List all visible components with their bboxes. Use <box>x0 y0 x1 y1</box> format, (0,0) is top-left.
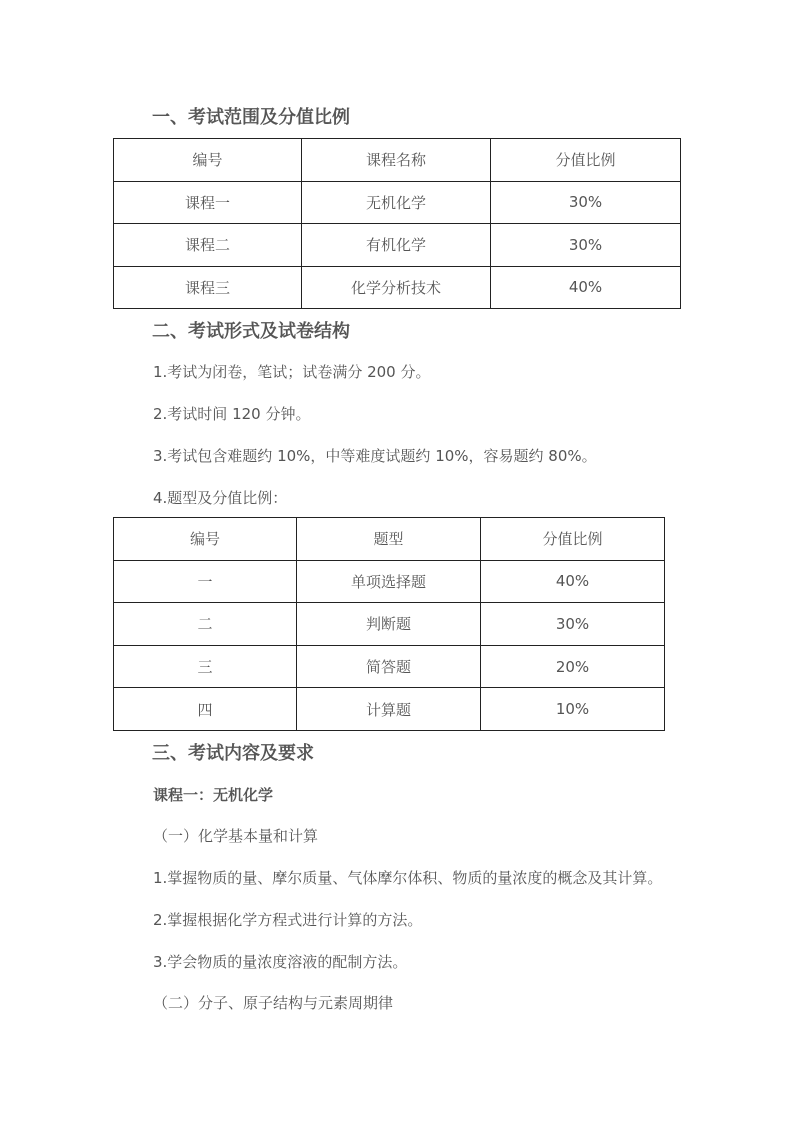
part-heading-2: （二）分子、原子结构与元素周期律 <box>153 994 394 1012</box>
table-cell: 简答题 <box>297 645 481 688</box>
table-row <box>114 560 665 603</box>
table-cell: 无机化学 <box>302 181 491 224</box>
table-row <box>114 181 681 224</box>
exam-form-line-4: 4.题型及分值比例： <box>153 489 288 507</box>
table-cell: 课程三 <box>114 266 302 309</box>
header-cell: 分值比例 <box>491 139 681 182</box>
exam-form-line-2: 2.考试时间 120 分钟。 <box>153 405 311 423</box>
table-cell: 课程一 <box>114 181 302 224</box>
header-cell: 分值比例 <box>481 518 665 561</box>
content-line-2: 2.掌握根据化学方程式进行计算的方法。 <box>153 911 423 929</box>
table-cell: 计算题 <box>297 688 481 731</box>
header-cell: 题型 <box>297 518 481 561</box>
section-title-2: 二、考试形式及试卷结构 <box>152 321 350 342</box>
table-cell: 三 <box>114 645 297 688</box>
table-cell: 化学分析技术 <box>302 266 491 309</box>
table-cell: 40% <box>481 560 665 603</box>
exam-form-line-1: 1.考试为闭卷，笔试；试卷满分 200 分。 <box>153 363 431 381</box>
table-header-row <box>114 518 665 561</box>
exam-form-line-3: 3.考试包含难题约 10%，中等难度试题约 10%，容易题约 80%。 <box>153 447 597 465</box>
header-cell: 编号 <box>114 139 302 182</box>
table-row <box>114 266 681 309</box>
table-cell: 二 <box>114 603 297 646</box>
table-cell: 40% <box>491 266 681 309</box>
table-cell: 30% <box>481 603 665 646</box>
table-row <box>114 603 665 646</box>
table-cell: 10% <box>481 688 665 731</box>
table-cell: 四 <box>114 688 297 731</box>
header-cell: 课程名称 <box>302 139 491 182</box>
table-cell: 判断题 <box>297 603 481 646</box>
table-cell: 30% <box>491 224 681 267</box>
course-table <box>113 138 681 309</box>
table-row <box>114 224 681 267</box>
content-line-1: 1.掌握物质的量、摩尔质量、气体摩尔体积、物质的量浓度的概念及其计算。 <box>153 869 663 887</box>
part-heading-1: （一）化学基本量和计算 <box>153 827 319 845</box>
table-cell: 20% <box>481 645 665 688</box>
section-title-3: 三、考试内容及要求 <box>152 743 314 764</box>
course-heading: 课程一：无机化学 <box>153 786 274 804</box>
table-cell: 一 <box>114 560 297 603</box>
question-type-table <box>113 517 665 731</box>
table-cell: 课程二 <box>114 224 302 267</box>
table-cell: 30% <box>491 181 681 224</box>
table-cell: 有机化学 <box>302 224 491 267</box>
table-row <box>114 688 665 731</box>
table-cell: 单项选择题 <box>297 560 481 603</box>
section-title-1: 一、考试范围及分值比例 <box>152 107 350 128</box>
content-line-3: 3.学会物质的量浓度溶液的配制方法。 <box>153 953 408 971</box>
header-cell: 编号 <box>114 518 297 561</box>
table-row <box>114 645 665 688</box>
table-header-row <box>114 139 681 182</box>
